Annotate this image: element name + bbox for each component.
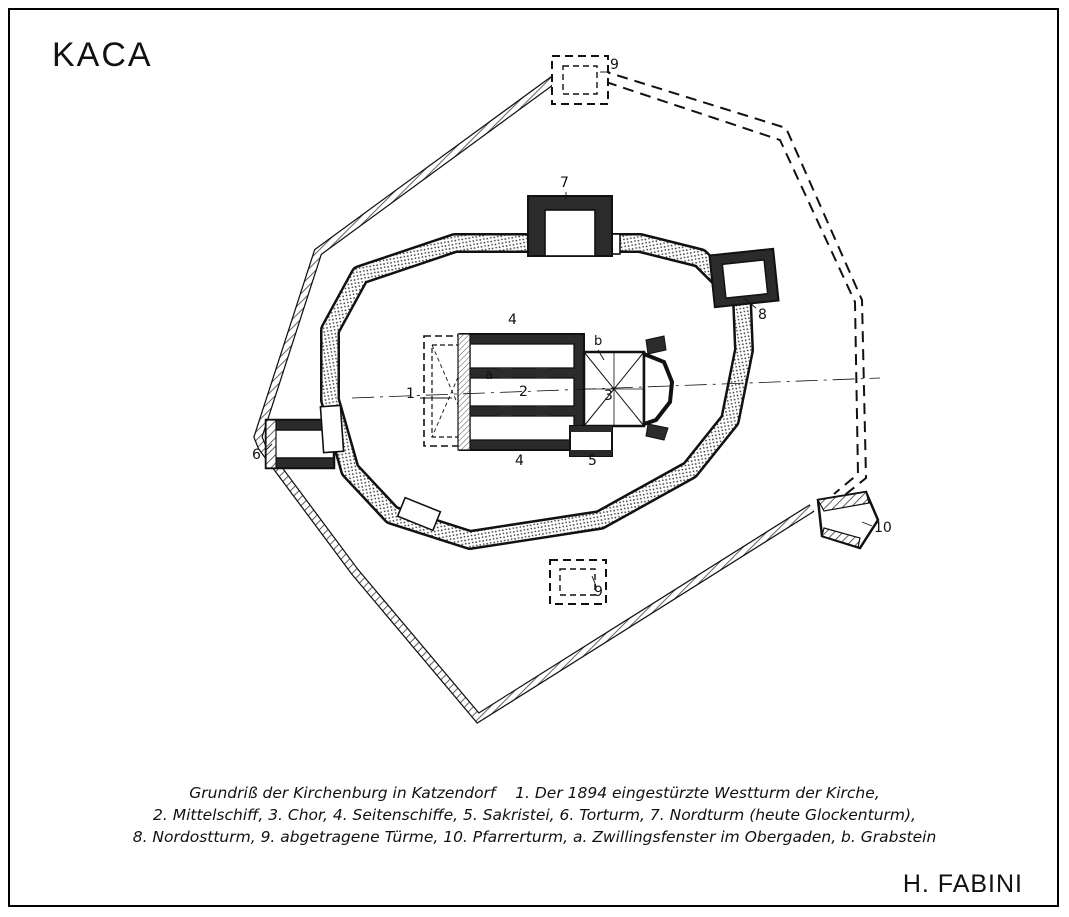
label-7: 7 <box>560 175 569 191</box>
label-5: 5 <box>588 453 597 469</box>
label-3: 3 <box>604 388 613 404</box>
label-10: 10 <box>874 520 892 536</box>
page-title: KACA <box>52 36 153 74</box>
label-leaders <box>266 72 872 586</box>
label-6: 6 <box>252 447 261 463</box>
figure-caption <box>40 782 1029 848</box>
label-a: a <box>485 368 493 383</box>
label-8: 8 <box>758 307 767 323</box>
caption-line-2: 2. Mittelschiff, 3. Chor, 4. Seitenschiffe, 5. Sakristei, 6. Torturm, 7. Nordturm (heute Glockenturm), <box>153 806 916 824</box>
demolished-tower-9-north <box>552 56 608 104</box>
label-9-bottom: 9 <box>594 584 603 600</box>
pfarrer-tower-10 <box>818 492 878 548</box>
label-1: 1 <box>406 386 415 402</box>
label-2: 2 <box>519 384 528 400</box>
label-9-top: 9 <box>610 57 619 73</box>
north-tower-7 <box>528 196 612 256</box>
label-4-top: 4 <box>508 312 517 328</box>
label-4-bottom: 4 <box>515 453 524 469</box>
label-b: b <box>594 334 603 349</box>
author-credit: H. FABINI <box>902 870 1023 898</box>
church-building <box>352 334 880 456</box>
caption-line-1: Grundriß der Kirchenburg in Katzendorf 1. Der 1894 eingestürzte Westturm der Kirche, <box>189 784 880 802</box>
caption-line-3: 8. Nordostturm, 9. abgetragene Türme, 10. Pfarrerturm, a. Zwillingsfenster im Obergaden, b. Grabstein <box>132 828 937 846</box>
